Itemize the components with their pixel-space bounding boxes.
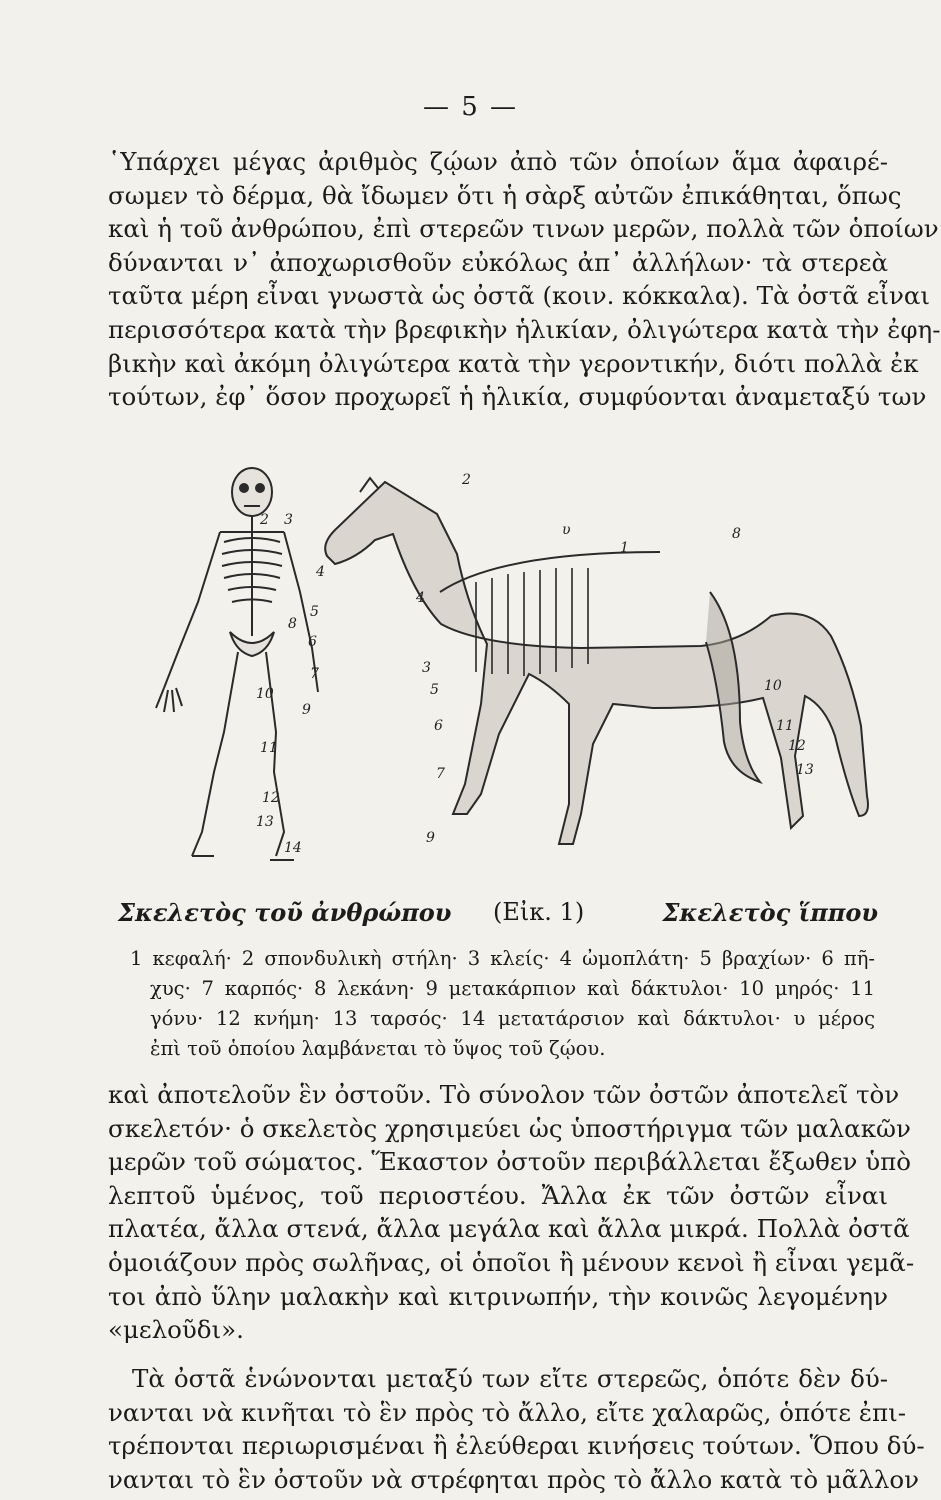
horse-label: 7 [436,766,445,782]
page-number: — 5 — [422,92,519,122]
human-label: 5 [310,604,319,620]
legend-line: χυς· 7 καρπός· 8 λεκάνη· 9 μετακάρπιον καὶ δάκτυλοι· 10 μηρός· 11 [150,977,875,1000]
human-label: 3 [284,512,293,528]
horse-label: 12 [788,738,806,754]
text-line: καὶ ἡ τοῦ ἀνθρώπου, ἐπὶ στερεῶν τινων μερῶν, πολλὰ τῶν ὁποίων [108,214,939,244]
horse-label: 2 [462,472,471,488]
caption-horse: Σκελετὸς ἵππου [662,898,878,927]
human-label: 4 [316,564,325,580]
text-line: βικὴν καὶ ἀκόμη ὀλιγώτερα κατὰ τὴν γεροντικήν, διότι πολλὰ ἐκ [108,348,919,378]
text-line: σκελετόν· ὁ σκελετὸς χρησιμεύει ὡς ὑποστήριγμα τῶν μαλακῶν [108,1113,911,1143]
horse-label: 10 [764,678,782,694]
human-label: 2 [260,512,269,528]
horse-label: 13 [796,762,814,778]
figure-legend [130,944,875,1064]
horse-label: 11 [776,718,794,734]
text-line: ῾Υπάρχει μέγας ἀριθμὸς ζῴων ἀπὸ τῶν ὁποίων ἅμα ἀφαιρέ- [108,147,888,176]
figure-caption [118,898,878,934]
text-line: τοι ἀπὸ ὕλην μαλακὴν καὶ κιτρινωπήν, τὴν κοινῶς λεγομένην [108,1281,888,1311]
legend-line: ἐπὶ τοῦ ὁποίου λαμβάνεται τὸ ὕψος τοῦ ζῴου. [150,1037,606,1060]
human-label: 14 [284,840,302,856]
legend-line: γόνυ· 12 κνήμη· 13 ταρσός· 14 μετατάρσιον καὶ δάκτυλοι· υ μέρος [150,1007,875,1030]
legend-line: 1 κεφαλή· 2 σπονδυλικὴ στήλη· 3 κλείς· 4 ὠμοπλάτη· 5 βραχίων· 6 πῆ- [130,947,875,970]
text-line: νανται τὸ ἓν ὀστοῦν νὰ στρέφηται πρὸς τὸ ἄλλο κατὰ τὸ μᾶλλον [108,1464,920,1494]
text-line: περισσότερα κατὰ τὴν βρεφικὴν ἡλικίαν, ὀλιγώτερα κατὰ τὴν ἐφη- [108,314,941,344]
horse-label: υ [562,522,571,538]
human-label: 11 [260,740,278,756]
horse-label: 3 [422,660,431,676]
text-line: ταῦτα μέρη εἶναι γνωστὰ ὡς ὀστᾶ (κοιν. κόκκαλα). Τὰ ὀστᾶ εἶναι [108,281,930,311]
text-line: τούτων, ἐφ᾽ ὅσον προχωρεῖ ἡ ἡλικία, συμφύονται ἀναμεταξύ των [108,382,927,412]
horse-label: 9 [426,830,435,846]
human-label: 8 [288,616,297,632]
text-line: δύνανται ν᾽ ἀποχωρισθοῦν εὐκόλως ἀπ᾽ ἀλλήλων· τὰ στερεὰ [108,247,888,277]
text-line: λεπτοῦ ὑμένος, τοῦ περιοστέου. Ἄλλα ἐκ τῶν ὀστῶν εἶναι [108,1180,888,1210]
horse-label: 1 [620,540,629,556]
human-label: 12 [262,790,280,806]
text-line: σωμεν τὸ δέρμα, θὰ ἴδωμεν ὅτι ἡ σὰρξ αὐτῶν ἐπικάθηται, ὅπως [108,180,902,210]
human-label: 10 [256,686,274,702]
horse-label: 5 [430,682,439,698]
text-line: «μελοῦδι». [108,1315,244,1345]
horse-skeleton [325,478,868,844]
paragraph-1 [108,145,941,414]
paragraph-3 [108,1362,925,1496]
human-label: 7 [310,666,319,682]
horse-label: 4 [416,590,425,606]
skeleton-figure [120,452,880,892]
caption-human: Σκελετὸς τοῦ ἀνθρώπου [118,898,452,927]
caption-figure-number: (Εἰκ. 1) [493,898,585,926]
text-line: νανται νὰ κινῆται τὸ ἓν πρὸς τὸ ἄλλο, εἴτε χαλαρῶς, ὁπότε ἐπι- [108,1397,906,1427]
human-label: 6 [308,634,317,650]
paragraph-2 [108,1078,915,1347]
text-line: τρέπονται περιωρισμέναι ἢ ἐλεύθεραι κινήσεις τούτων. Ὅπου δύ- [108,1431,925,1461]
text-line: ὁμοιάζουν πρὸς σωλῆνας, οἱ ὁποῖοι ἢ μένουν κενοὶ ἢ εἶναι γεμᾶ- [108,1247,915,1277]
skeletons-illustration [120,452,880,892]
text-line: μερῶν τοῦ σώματος. Ἕκαστον ὀστοῦν περιβάλλεται ἔξωθεν ὑπὸ [108,1147,911,1177]
human-label: 13 [256,814,274,830]
human-skeleton [156,468,318,860]
text-line: καὶ ἀποτελοῦν ἓν ὀστοῦν. Τὸ σύνολον τῶν ὀστῶν ἀποτελεῖ τὸν [108,1080,900,1109]
text-line: πλατέα, ἄλλα στενά, ἄλλα μεγάλα καὶ ἄλλα μικρά. Πολλὰ ὀστᾶ [108,1214,910,1244]
human-label: 9 [302,702,311,718]
horse-label: 6 [434,718,443,734]
horse-label: 8 [732,526,741,542]
text-line: Τὰ ὀστᾶ ἑνώνονται μεταξύ των εἴτε στερεῶς, ὁπότε δὲν δύ- [132,1364,888,1393]
